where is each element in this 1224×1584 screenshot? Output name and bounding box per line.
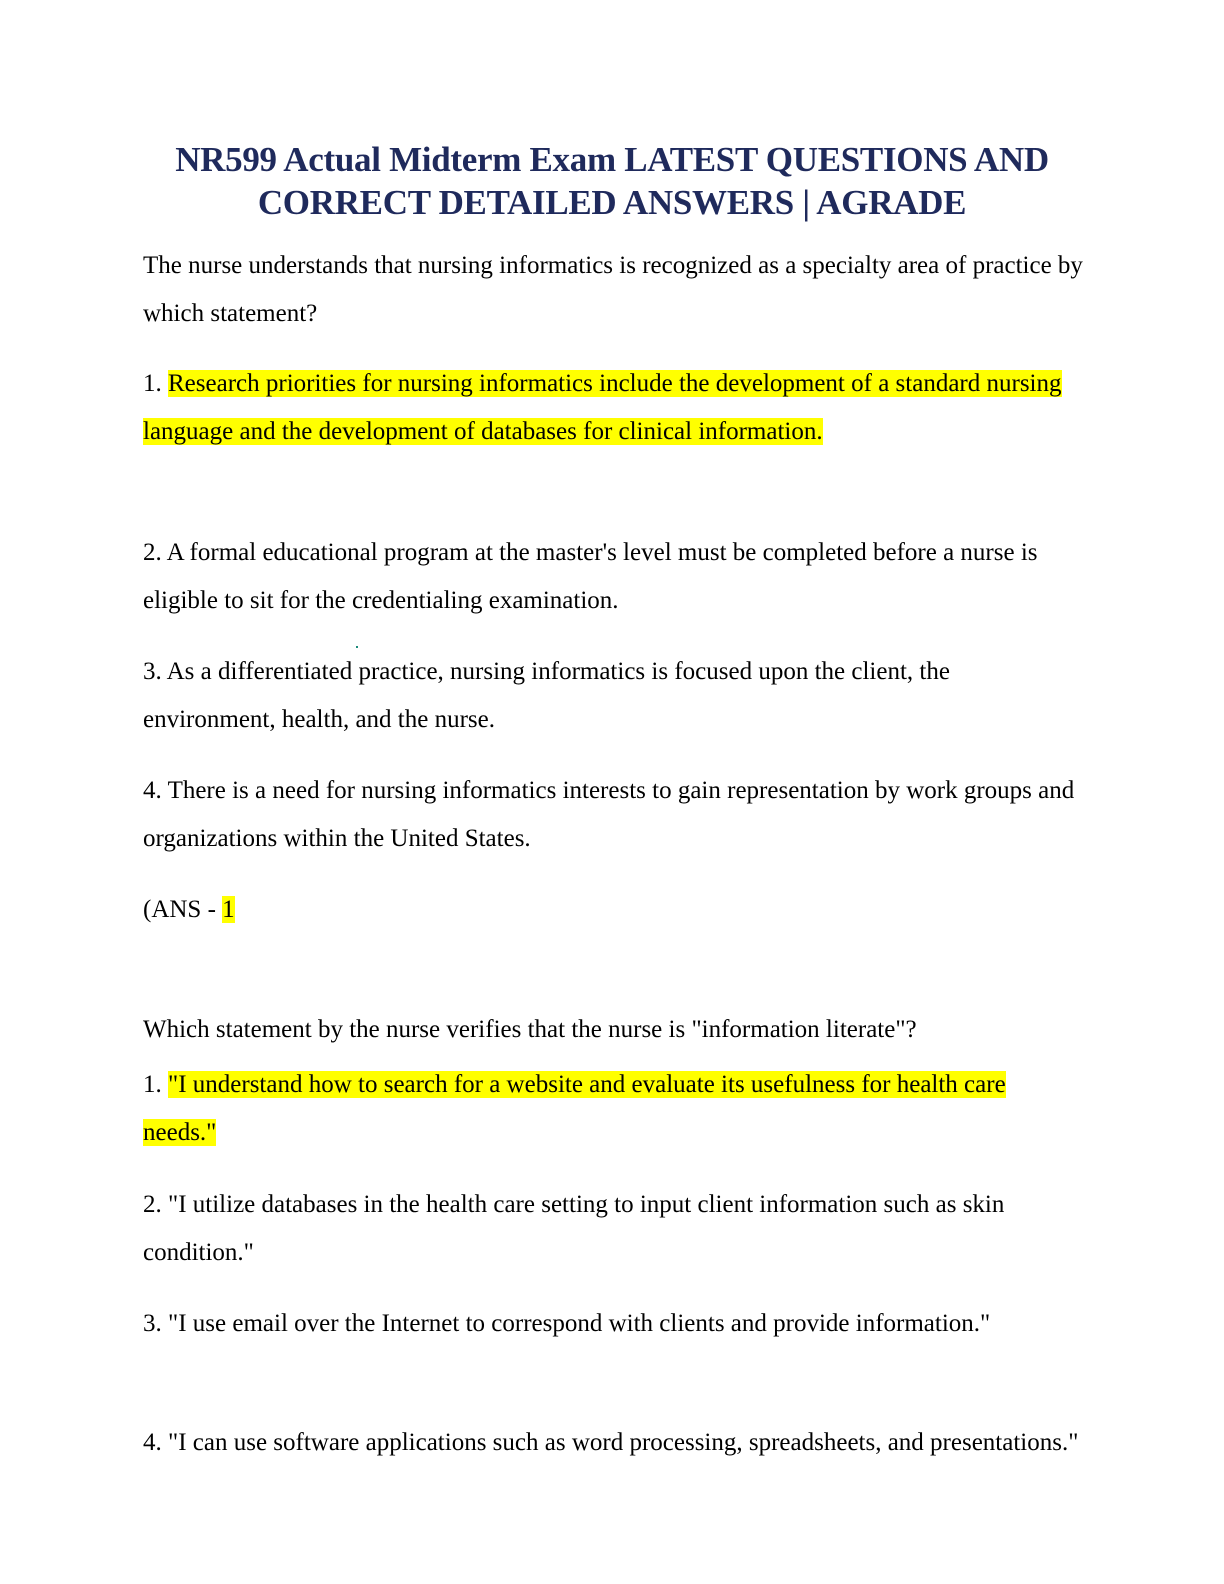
question-1-option-1 bbox=[143, 360, 1083, 456]
question-2-option-2 bbox=[143, 1181, 1083, 1277]
question-1-stem: The nurse understands that nursing informatics is recognized as a specialty area of practice by which statement? bbox=[143, 252, 1083, 327]
option-number: 4. bbox=[143, 1429, 168, 1456]
option-text: There is a need for nursing informatics interests to gain representation by work groups and organizations within the United States. bbox=[143, 777, 1075, 852]
option-number: 2. bbox=[143, 539, 167, 566]
option-text: As a differentiated practice, nursing informatics is focused upon the client, the environment, health, and the nurse. bbox=[143, 658, 950, 733]
option-text: A formal educational program at the master's level must be completed before a nurse is eligible to sit for the credentialing examination. bbox=[143, 539, 1038, 614]
question-1-option-3 bbox=[143, 648, 1083, 744]
option-number: 4. bbox=[143, 777, 168, 804]
question-2-option-1 bbox=[143, 1061, 1083, 1157]
option-text: "I use email over the Internet to correspond with clients and provide information." bbox=[168, 1310, 991, 1337]
question-1-option-4 bbox=[143, 767, 1083, 863]
highlighted-answer-text: Research priorities for nursing informatics include the development of a standard nursing language and the development of databases for clinical information. bbox=[143, 370, 1062, 445]
answer-value: 1 bbox=[222, 896, 235, 923]
option-number: 1. bbox=[143, 370, 168, 397]
question-2-option-3 bbox=[143, 1300, 1083, 1348]
question-2-stem: Which statement by the nurse verifies that the nurse is "information literate"? bbox=[143, 1016, 917, 1043]
question-1-answer bbox=[143, 886, 1083, 934]
option-number: 3. bbox=[143, 1310, 168, 1337]
option-number: 3. bbox=[143, 658, 167, 685]
option-text: "I can use software applications such as word processing, spreadsheets, and presentations." bbox=[168, 1429, 1079, 1456]
highlighted-answer-text: "I understand how to search for a website and evaluate its usefulness for health care needs." bbox=[143, 1071, 1006, 1146]
answer-prefix: (ANS - bbox=[143, 896, 223, 923]
question-1-option-2 bbox=[143, 529, 1083, 625]
question-2-option-4 bbox=[143, 1419, 1083, 1467]
option-number: 2. bbox=[143, 1191, 168, 1218]
title-line-1: NR599 Actual Midterm Exam LATEST QUESTIONS AND bbox=[175, 140, 1049, 179]
title-line-2: CORRECT DETAILED ANSWERS | AGRADE bbox=[257, 183, 967, 222]
option-text: "I utilize databases in the health care setting to input client information such as skin condition." bbox=[143, 1191, 1005, 1266]
option-number: 1. bbox=[143, 1071, 168, 1098]
document-title bbox=[100, 138, 1124, 224]
